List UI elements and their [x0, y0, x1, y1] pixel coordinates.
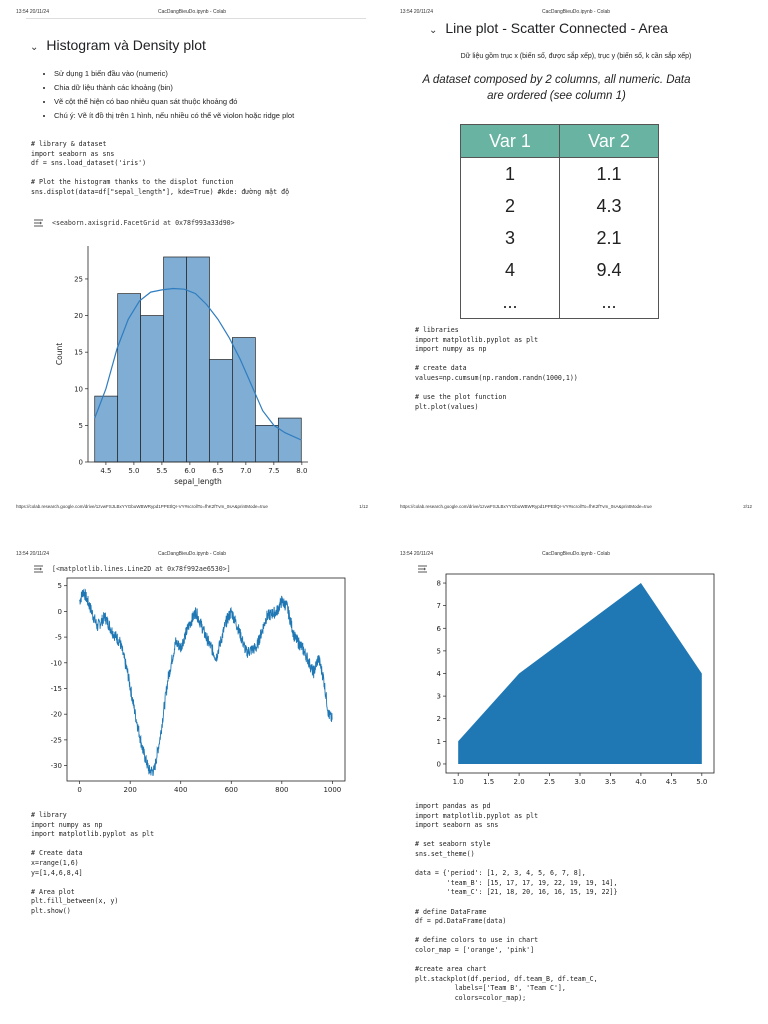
x-tick-label: 5.0 [696, 778, 708, 786]
y-tick-label: 15 [74, 348, 83, 357]
table-cell: ... [560, 286, 659, 319]
x-tick-label: 1.0 [452, 778, 464, 786]
table-header: Var 2 [560, 125, 659, 158]
chevron-down-icon[interactable]: ⌄ [30, 42, 39, 53]
x-tick-label: 6.0 [184, 467, 196, 475]
table-row [461, 158, 659, 191]
chevron-down-icon[interactable]: ⌄ [429, 25, 438, 36]
section-title: Line plot - Scatter Connected - Area [445, 20, 668, 36]
code-cell[interactable]: # libraries import matplotlib.pyplot as plt import numpy as np # create data values=np.cumsum(np.random.randn(1000,1)) # use the plot function plt.plot(values) [415, 326, 578, 411]
x-axis-label: sepal_length [174, 477, 222, 486]
x-tick-label: 4.5 [100, 467, 112, 475]
histogram-chart [50, 240, 315, 490]
print-title: CacDangBieuDo.ipynb - Colab [541, 551, 611, 557]
y-tick-label: 7 [436, 602, 441, 611]
code-cell[interactable]: import pandas as pd import matplotlib.pyplot as plt import seaborn as sns # set seaborn style sns.set_theme() data = {'period': [1, 2, 3, 4, 5, 6, 7, 8], 'team_B': [15, 17, 17, 19, 22, 19, 19, 14], 'team_C': [21, 18, 20, 16, 16, 15, 19, 22]} # define DataFrame df = pd.DataFrame(data) # define colors to use in chart color_map = ['orange', 'pink'] #create area chart plt.stackplot(df.period, df.team_B, df.team_C, labels=['Team B', 'Team C'], colors=color_map); [415, 802, 618, 1002]
x-tick-label: 7.0 [240, 467, 252, 475]
x-tick-label: 400 [174, 786, 188, 794]
print-datetime: 13:54 20/11/24 [16, 9, 49, 15]
x-tick-label: 1.5 [483, 778, 495, 786]
histogram-bar [187, 257, 210, 462]
table-row [461, 190, 659, 222]
x-tick-label: 3.0 [574, 778, 586, 786]
x-tick-label: 6.5 [212, 467, 224, 475]
table-cell: 2 [461, 190, 560, 222]
y-tick-label: -20 [50, 710, 62, 719]
x-tick-label: 0 [77, 786, 82, 794]
table-cell: 2.1 [560, 222, 659, 254]
footer-url[interactable]: https://colab.research.google.com/drive/1zvwFSJLBxYYGbuWBWRypd1PPEtlQr-VY#scrollTo=fhK2fTvm_0sA&printMode=true [16, 504, 268, 509]
plot-frame [67, 578, 345, 781]
code-cell[interactable]: # library import numpy as np import matplotlib.pyplot as plt # Create data x=range(1,6) y=[1,4,6,8,4] # Area plot plt.fill_between(x, y) plt.show() [31, 811, 155, 915]
x-tick-label: 5.5 [156, 467, 168, 475]
table-cell: 1.1 [560, 158, 659, 191]
output-text: <seaborn.axisgrid.FacetGrid at 0x78f993a33d90> [52, 219, 235, 227]
print-title: CacDangBieuDo.ipynb - Colab [157, 551, 227, 557]
output-icon[interactable] [33, 565, 44, 573]
y-tick-label: 0 [78, 458, 83, 467]
bullet-item: • Vẽ cột thể hiện có bao nhiêu quan sát thuộc khoảng đó [54, 95, 294, 109]
y-axis-label: Count [55, 342, 64, 366]
bullet-list [40, 67, 294, 123]
histogram-bar [141, 316, 164, 462]
output-text: [<matplotlib.lines.Line2D at 0x78f992ae6530>] [52, 565, 231, 573]
table-row [461, 286, 659, 319]
y-tick-label: 5 [57, 582, 62, 591]
series-line [80, 589, 333, 776]
table-cell: 1 [461, 158, 560, 191]
y-tick-label: 5 [78, 421, 83, 430]
x-tick-label: 4.0 [635, 778, 647, 786]
page-2 [384, 0, 768, 512]
table-cell: 4.3 [560, 190, 659, 222]
x-tick-label: 7.5 [268, 467, 280, 475]
y-tick-label: 20 [74, 312, 83, 321]
line-chart [45, 574, 365, 804]
x-tick-label: 3.5 [604, 778, 617, 786]
footer-page: 1/12 [359, 504, 368, 509]
table-cell: 3 [461, 222, 560, 254]
y-tick-label: -10 [50, 659, 62, 668]
x-tick-label: 5.0 [128, 467, 140, 475]
table-row [461, 222, 659, 254]
y-tick-label: 8 [436, 579, 441, 588]
table-row [461, 254, 659, 286]
print-header [400, 551, 752, 561]
y-tick-label: 5 [436, 647, 441, 656]
output-icon[interactable] [33, 219, 44, 227]
y-tick-label: 0 [57, 607, 62, 616]
code-cell[interactable]: # library & dataset import seaborn as sns df = sns.load_dataset('iris') # Plot the histogram thanks to the displot function sns.displot(data=df["sepal_length"], kde=True) #kde: đường mật độ [31, 140, 290, 196]
print-title: CacDangBieuDo.ipynb - Colab [157, 9, 227, 15]
page-4 [384, 512, 768, 1024]
histogram-bar [95, 396, 118, 462]
section-heading[interactable] [429, 20, 668, 36]
header-divider [26, 18, 366, 19]
y-tick-label: 3 [436, 692, 441, 701]
print-datetime: 13:54 20/11/24 [400, 9, 433, 15]
print-header [400, 9, 752, 19]
print-datetime: 13:54 20/11/24 [16, 551, 49, 557]
area-chart [424, 570, 724, 800]
bullet-item: • Chia dữ liệu thành các khoảng (bin) [54, 81, 294, 95]
print-header [16, 551, 368, 561]
x-tick-label: 200 [123, 786, 137, 794]
histogram-bar [209, 359, 232, 462]
table-cell: 4 [461, 254, 560, 286]
histogram-bar [278, 418, 301, 462]
section-heading[interactable] [30, 37, 206, 53]
description-text: Dữ liệu gồm trục x (biến số, được sắp xếp), trục y (biến số, k cần sắp xếp) [460, 53, 692, 60]
y-tick-label: 1 [436, 737, 441, 746]
section-title: Histogram và Density plot [46, 37, 206, 53]
y-tick-label: -15 [50, 684, 62, 693]
histogram-bar [164, 257, 187, 462]
y-tick-label: 4 [436, 670, 441, 678]
area-fill [458, 583, 702, 764]
print-datetime: 13:54 20/11/24 [400, 551, 433, 557]
y-tick-label: -30 [50, 762, 62, 771]
y-tick-label: 2 [436, 715, 441, 724]
x-tick-label: 2.0 [513, 778, 525, 786]
italic-caption: A dataset composed by 2 columns, all numeric. Data are ordered (see column 1) [422, 74, 691, 102]
footer-page: 2/12 [743, 504, 752, 509]
print-title: CacDangBieuDo.ipynb - Colab [541, 9, 611, 15]
footer-url[interactable]: https://colab.research.google.com/drive/1zvwFSJLBxYYGbuWBWRypd1PPEtlQr-VY#scrollTo=fhK2fTvm_0sA&printMode=true [400, 504, 652, 509]
x-tick-label: 2.5 [543, 778, 556, 786]
table-header: Var 1 [461, 125, 560, 158]
page-1 [0, 0, 384, 512]
table-cell: 9.4 [560, 254, 659, 286]
y-tick-label: 6 [436, 624, 441, 633]
page-3 [0, 512, 384, 1024]
x-tick-label: 8.0 [296, 467, 308, 475]
y-tick-label: 10 [74, 385, 83, 394]
data-table [460, 124, 659, 319]
x-tick-label: 800 [275, 786, 289, 794]
y-tick-label: 0 [436, 760, 441, 769]
table-cell: ... [461, 286, 560, 319]
x-tick-label: 1000 [323, 786, 342, 794]
bullet-item: • Sử dụng 1 biến đầu vào (numeric) [54, 67, 294, 81]
print-footer [400, 504, 752, 512]
y-tick-label: -25 [50, 736, 62, 745]
print-footer [16, 504, 368, 512]
x-tick-label: 4.5 [665, 778, 677, 786]
bullet-item: • Chú ý: Vẽ ít đồ thị trên 1 hình, nếu nhiều có thể vẽ violon hoặc ridge plot [54, 109, 294, 123]
x-tick-label: 600 [224, 786, 238, 794]
histogram-bar [255, 425, 278, 462]
y-tick-label: -5 [55, 633, 62, 642]
histogram-bar [232, 338, 255, 462]
y-tick-label: 25 [74, 275, 83, 284]
